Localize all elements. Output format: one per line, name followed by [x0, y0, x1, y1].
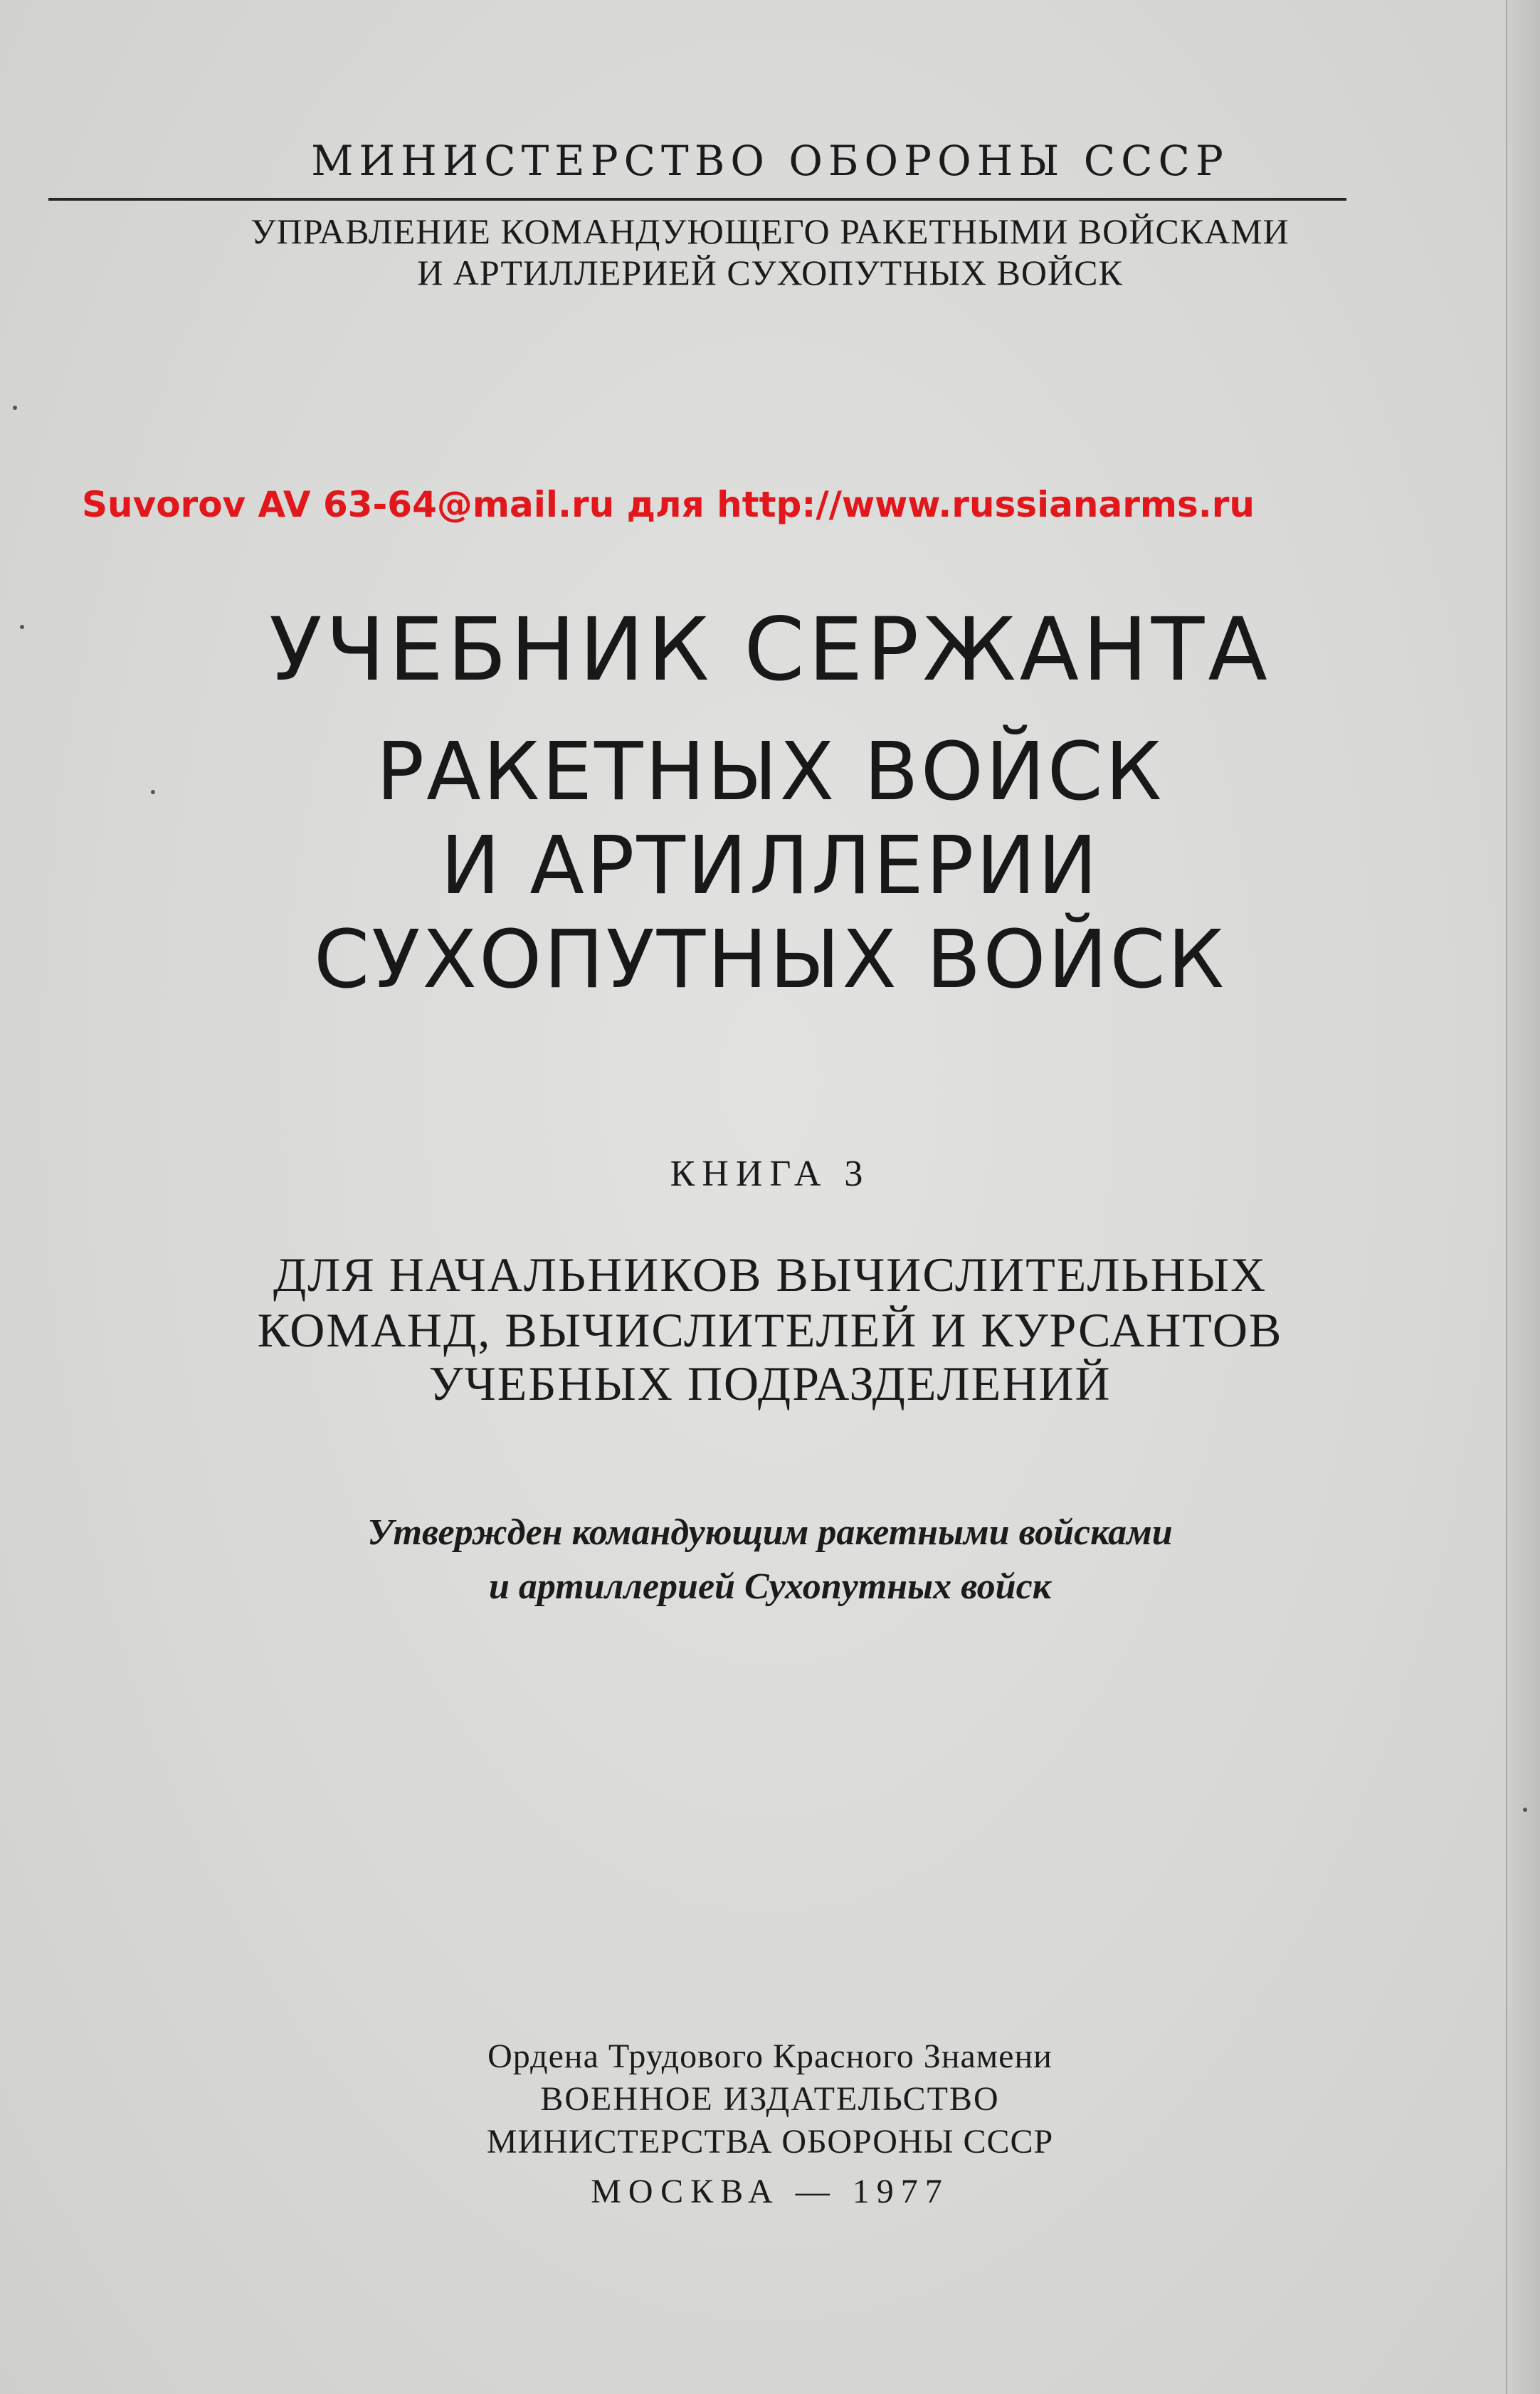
book-title-main: УЧЕБНИК СЕРЖАНТА — [269, 599, 1271, 700]
directorate-line-1: УПРАВЛЕНИЕ КОМАНДУЮЩЕГО РАКЕТНЫМИ ВОЙСКАМИ — [250, 211, 1290, 251]
paper-speck — [13, 406, 17, 410]
audience-line-1: ДЛЯ НАЧАЛЬНИКОВ ВЫЧИСЛИТЕЛЬНЫХ — [273, 1248, 1267, 1302]
approval-line-1: Утвержден командующим ракетными войсками — [367, 1512, 1173, 1553]
publisher-city-year: МОСКВА — 1977 — [591, 2173, 949, 2210]
publisher-line-2: ВОЕННОЕ ИЗДАТЕЛЬСТВО — [540, 2080, 1000, 2118]
book-title-line-2: РАКЕТНЫХ ВОЙСК — [376, 726, 1164, 818]
publisher-line-3: МИНИСТЕРСТВА ОБОРОНЫ СССР — [486, 2123, 1054, 2161]
paper-speck — [151, 790, 155, 794]
book-number: КНИГА 3 — [670, 1154, 870, 1194]
publisher-line-1: Ордена Трудового Красного Знамени — [487, 2037, 1053, 2075]
approval-line-2: и артиллерией Сухопутных войск — [488, 1566, 1052, 1607]
header-rule — [48, 198, 1346, 201]
paper-speck — [1523, 1808, 1527, 1812]
audience-line-2: КОМАНД, ВЫЧИСЛИТЕЛЕЙ И КУРСАНТОВ — [257, 1303, 1283, 1357]
audience-line-3: УЧЕБНЫХ ПОДРАЗДЕЛЕНИЙ — [428, 1356, 1112, 1410]
directorate-line-2: И АРТИЛЛЕРИЕЙ СУХОПУТНЫХ ВОЙСК — [417, 253, 1123, 292]
ministry-heading: МИНИСТЕРСТВО ОБОРОНЫ СССР — [311, 137, 1229, 185]
page-edge-shadow — [1507, 0, 1540, 2394]
book-title-line-4: СУХОПУТНЫХ ВОЙСК — [313, 914, 1227, 1006]
paper-speck — [20, 625, 24, 629]
book-title-line-3: И АРТИЛЛЕРИИ — [440, 820, 1100, 912]
watermark-text: Suvorov AV 63-64@mail.ru для http://www.russianarms.ru — [82, 484, 1255, 525]
